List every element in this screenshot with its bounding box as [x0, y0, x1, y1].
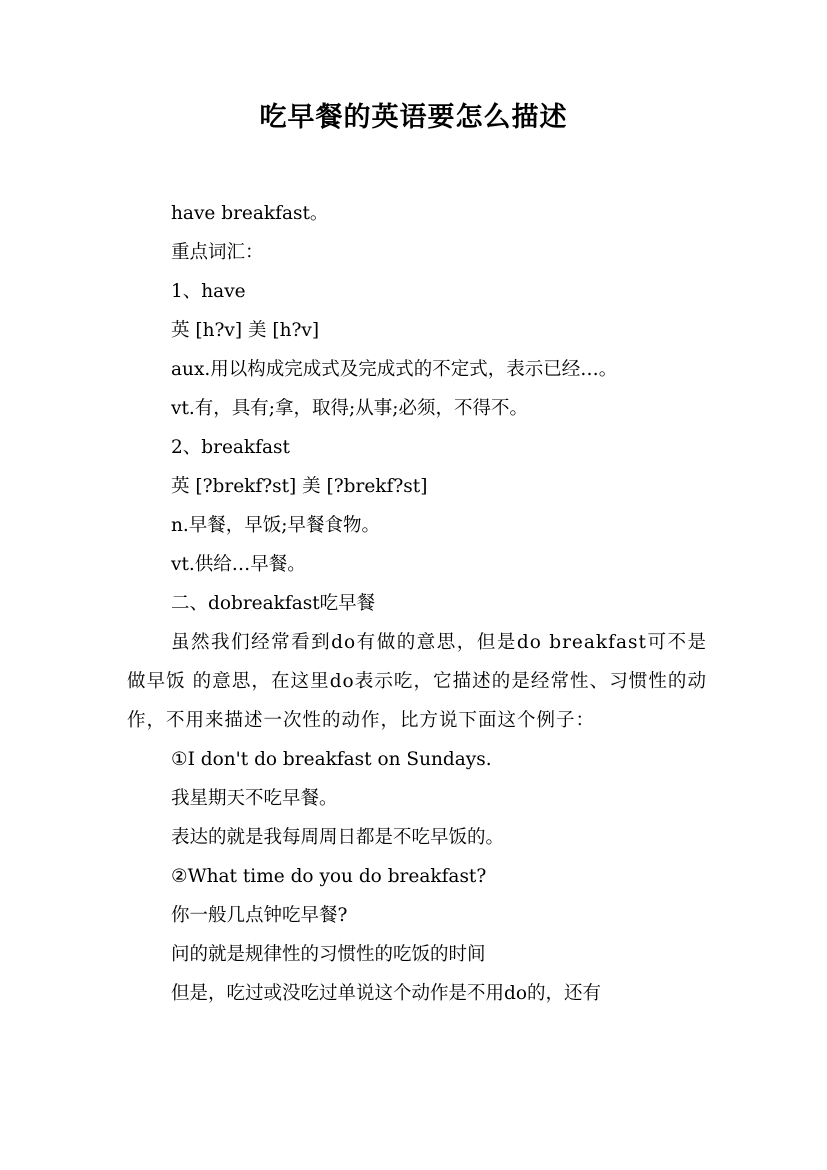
text-line: 表达的就是我每周周日都是不吃早饭的。	[171, 827, 505, 848]
text-line: 你一般几点钟吃早餐?	[171, 905, 348, 926]
text-line: ②What time do you do breakfast?	[171, 866, 487, 887]
text-line: n.早餐，早饭;早餐食物。	[171, 515, 381, 536]
paragraph: 虽然我们经常看到do有做的意思，但是do breakfast可不是 做早饭 的意思，在这里do表示吃，它描述的是经常性、习惯性的动作，不用来描述一次性的动作，比方说下面这个例子：	[127, 632, 707, 731]
text-line: vt.供给…早餐。	[171, 554, 306, 575]
text-line: 英 [h?v] 美 [h?v]	[171, 320, 320, 341]
text-line: 2、breakfast	[171, 437, 290, 458]
text-line: 我星期天不吃早餐。	[171, 788, 338, 809]
text-line: 问的就是规律性的习惯性的吃饭的时间	[171, 944, 486, 965]
text-line: vt.有，具有;拿，取得;从事;必须，不得不。	[171, 398, 528, 419]
text-line: aux.用以构成完成式及完成式的不定式，表示已经…。	[171, 359, 618, 380]
text-line: 但是，吃过或没吃过单说这个动作是不用do的，还有	[171, 983, 601, 1004]
text-line: 重点词汇：	[171, 242, 264, 263]
text-line: 二、dobreakfast吃早餐	[171, 593, 376, 614]
document-body	[127, 194, 717, 1013]
text-line: have breakfast。	[171, 203, 329, 224]
text-line: 1、have	[171, 281, 246, 302]
text-line: 英 [?brekf?st] 美 [?brekf?st]	[171, 476, 428, 497]
page-title: 吃早餐的英语要怎么描述	[259, 102, 568, 133]
text-line: ①I don't do breakfast on Sundays.	[171, 749, 492, 770]
